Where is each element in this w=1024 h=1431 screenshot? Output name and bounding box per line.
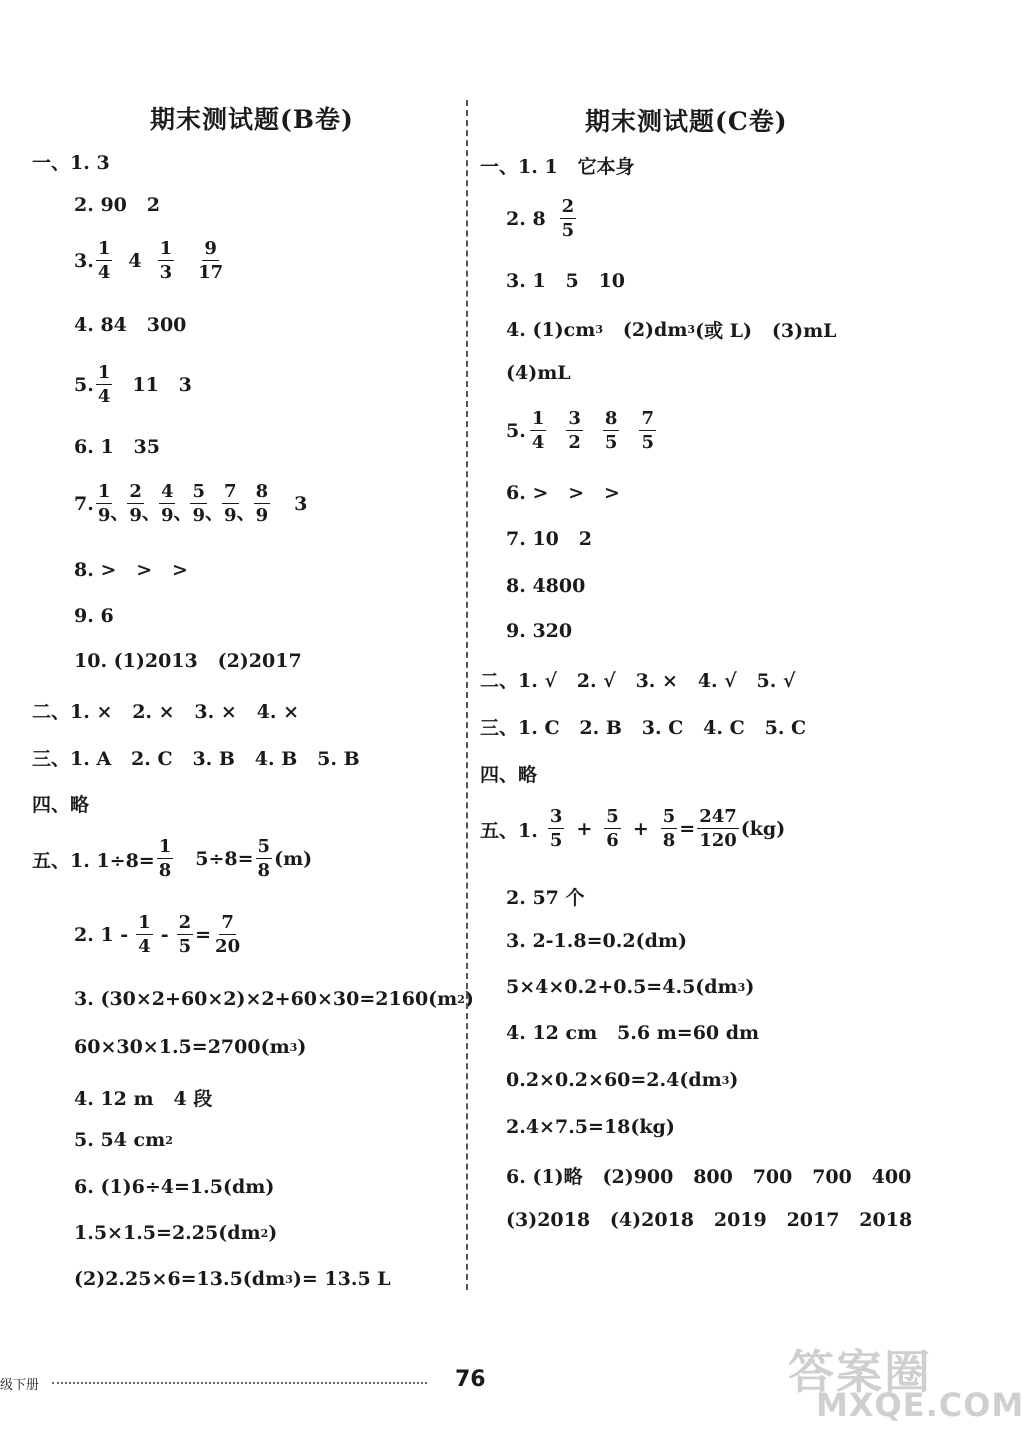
right-l8: 8. 4800 <box>506 575 586 597</box>
column-divider <box>466 100 468 1290</box>
left-l5: 5. 1 4 11 3 <box>74 362 192 407</box>
left-wu1: 五、1. 1÷8= $\frac{1}{8}$ 5÷8= $\frac{5}{8}$ (m) <box>32 836 313 881</box>
right-wu1: 五、1. 3 5 + $\frac{5}{6}$ + $\frac{5}{8}$ = $\frac{247}{120}$ (kg) <box>480 806 786 851</box>
fraction: $\frac{2}{5}$ <box>178 912 192 957</box>
separator: 、 <box>173 502 193 524</box>
left-l8: 8. > > > <box>74 559 188 581</box>
right-wu3b: 5×4×0.2+0.5=4.5(dm 3 ) <box>506 976 755 998</box>
separator: 、 <box>236 502 256 524</box>
fraction: 2 5 <box>561 196 575 241</box>
right-l9: 9. 320 <box>506 620 573 642</box>
fraction: 3 5 <box>549 806 563 851</box>
right-l5: 5. 1 4 3 2 8 5 7 5 <box>506 408 654 453</box>
left-wu3b: 60×30×1.5=2700(m 3 ) <box>74 1036 307 1058</box>
left-san: 三、1. A 2. C 3. B 4. B 5. B <box>32 748 360 770</box>
page-number: 76 <box>455 1367 486 1392</box>
left-l1: 一、1. 3 <box>32 152 110 174</box>
fraction: 1 3 <box>159 238 173 283</box>
left-wu6b: 1.5×1.5=2.25(dm 2 ) <box>74 1222 278 1244</box>
watermark-logo <box>788 1336 1024 1426</box>
left-l10: 10. (1)2013 (2)2017 <box>74 650 302 672</box>
fraction: $\frac{5}{8}$ <box>662 806 676 851</box>
left-l7: 7. 1 9 、 2 9 、 4 9 、 5 9 、 7 9 、 8 9 3 <box>74 481 308 526</box>
footer-book-label: 级下册 <box>0 1378 40 1393</box>
fraction: 7 5 <box>641 408 654 453</box>
left-wu3a: 3. (30×2+60×2)×2+60×30=2160(m 2 ) <box>74 988 474 1010</box>
right-wu4a: 4. 12 cm 5.6 m=60 dm <box>506 1022 760 1044</box>
right-wu6a: 6. (1)略 (2)900 800 700 700 400 <box>506 1166 912 1188</box>
right-l7: 7. 10 2 <box>506 528 592 550</box>
left-wu2: 2. 1 - 1 4 - $\frac{2}{5}$ = $\frac{7}{20}$ <box>74 912 241 957</box>
right-l4: 4. (1)cm 3 (2)dm 3 (或 L) (3)mL <box>506 318 837 342</box>
watermark-en: MXQE.COM <box>816 1386 1024 1424</box>
left-wu6a: 6. (1)6÷4=1.5(dm) <box>74 1176 275 1198</box>
right-title: 期末测试题(C卷) <box>585 107 788 136</box>
fraction: 8 5 <box>604 408 618 453</box>
right-l1: 一、1. 1 它本身 <box>480 156 635 178</box>
fraction: 1 4 <box>97 238 111 283</box>
separator: 、 <box>141 502 161 524</box>
fraction: 1 4 <box>97 362 111 407</box>
right-l2: 2. 8 2 5 <box>506 196 575 241</box>
left-l3: 3. 1 4 4 1 3 9 17 <box>74 238 224 283</box>
left-l9: 9. 6 <box>74 605 114 627</box>
left-wu4: 4. 12 m 4 段 <box>74 1088 213 1110</box>
right-wu6b: (3)2018 (4)2018 2019 2017 2018 <box>506 1209 913 1231</box>
left-wu5: 5. 54 cm 2 <box>74 1129 173 1151</box>
left-l2: 2. 90 2 <box>74 194 160 216</box>
separator: 、 <box>205 502 225 524</box>
right-si: 四、略 <box>480 764 538 786</box>
fraction: 1 4 <box>531 408 545 453</box>
fraction: 8 9 <box>255 481 269 526</box>
right-wu2: 2. 57 个 <box>506 887 585 909</box>
right-l6: 6. > > > <box>506 482 620 504</box>
fraction: 4 9 <box>160 481 174 526</box>
fraction: 7 9 <box>224 481 237 526</box>
fraction: 9 17 <box>198 238 224 283</box>
fraction: 1 9 <box>97 481 111 526</box>
left-title: 期末测试题(B卷) <box>150 105 354 134</box>
fraction: $\frac{1}{8}$ <box>158 836 172 881</box>
right-wu4b: 0.2×0.2×60=2.4(dm 3 ) <box>506 1069 739 1091</box>
fraction: 2 9 <box>129 481 142 526</box>
fraction: $\frac{247}{120}$ <box>699 806 737 851</box>
footer-dotted-rule <box>52 1382 427 1384</box>
separator: 、 <box>110 502 130 524</box>
left-wu6c: (2)2.25×6=13.5(dm 3 )= 13.5 L <box>74 1268 391 1290</box>
fraction: 1 4 <box>138 912 151 957</box>
right-l4d: (4)mL <box>506 362 571 384</box>
fraction: 5 9 <box>192 481 206 526</box>
left-si: 四、略 <box>32 794 90 816</box>
fraction: $\frac{5}{6}$ <box>606 806 619 851</box>
left-l4: 4. 84 300 <box>74 314 187 336</box>
right-l3: 3. 1 5 10 <box>506 270 626 292</box>
fraction: 3 2 <box>568 408 581 453</box>
right-wu3a: 3. 2-1.8=0.2(dm) <box>506 930 687 952</box>
fraction: $\frac{5}{8}$ <box>257 836 271 881</box>
left-er: 二、1. × 2. × 3. × 4. × <box>32 701 300 723</box>
right-wu4c: 2.4×7.5=18(kg) <box>506 1116 675 1138</box>
right-san: 三、1. C 2. B 3. C 4. C 5. C <box>480 717 807 739</box>
right-er: 二、1. √ 2. √ 3. × 4. √ 5. √ <box>480 670 796 692</box>
left-l6: 6. 1 35 <box>74 436 160 458</box>
watermark-cn: 答案圈 <box>788 1345 932 1399</box>
fraction: $\frac{7}{20}$ <box>215 912 241 957</box>
